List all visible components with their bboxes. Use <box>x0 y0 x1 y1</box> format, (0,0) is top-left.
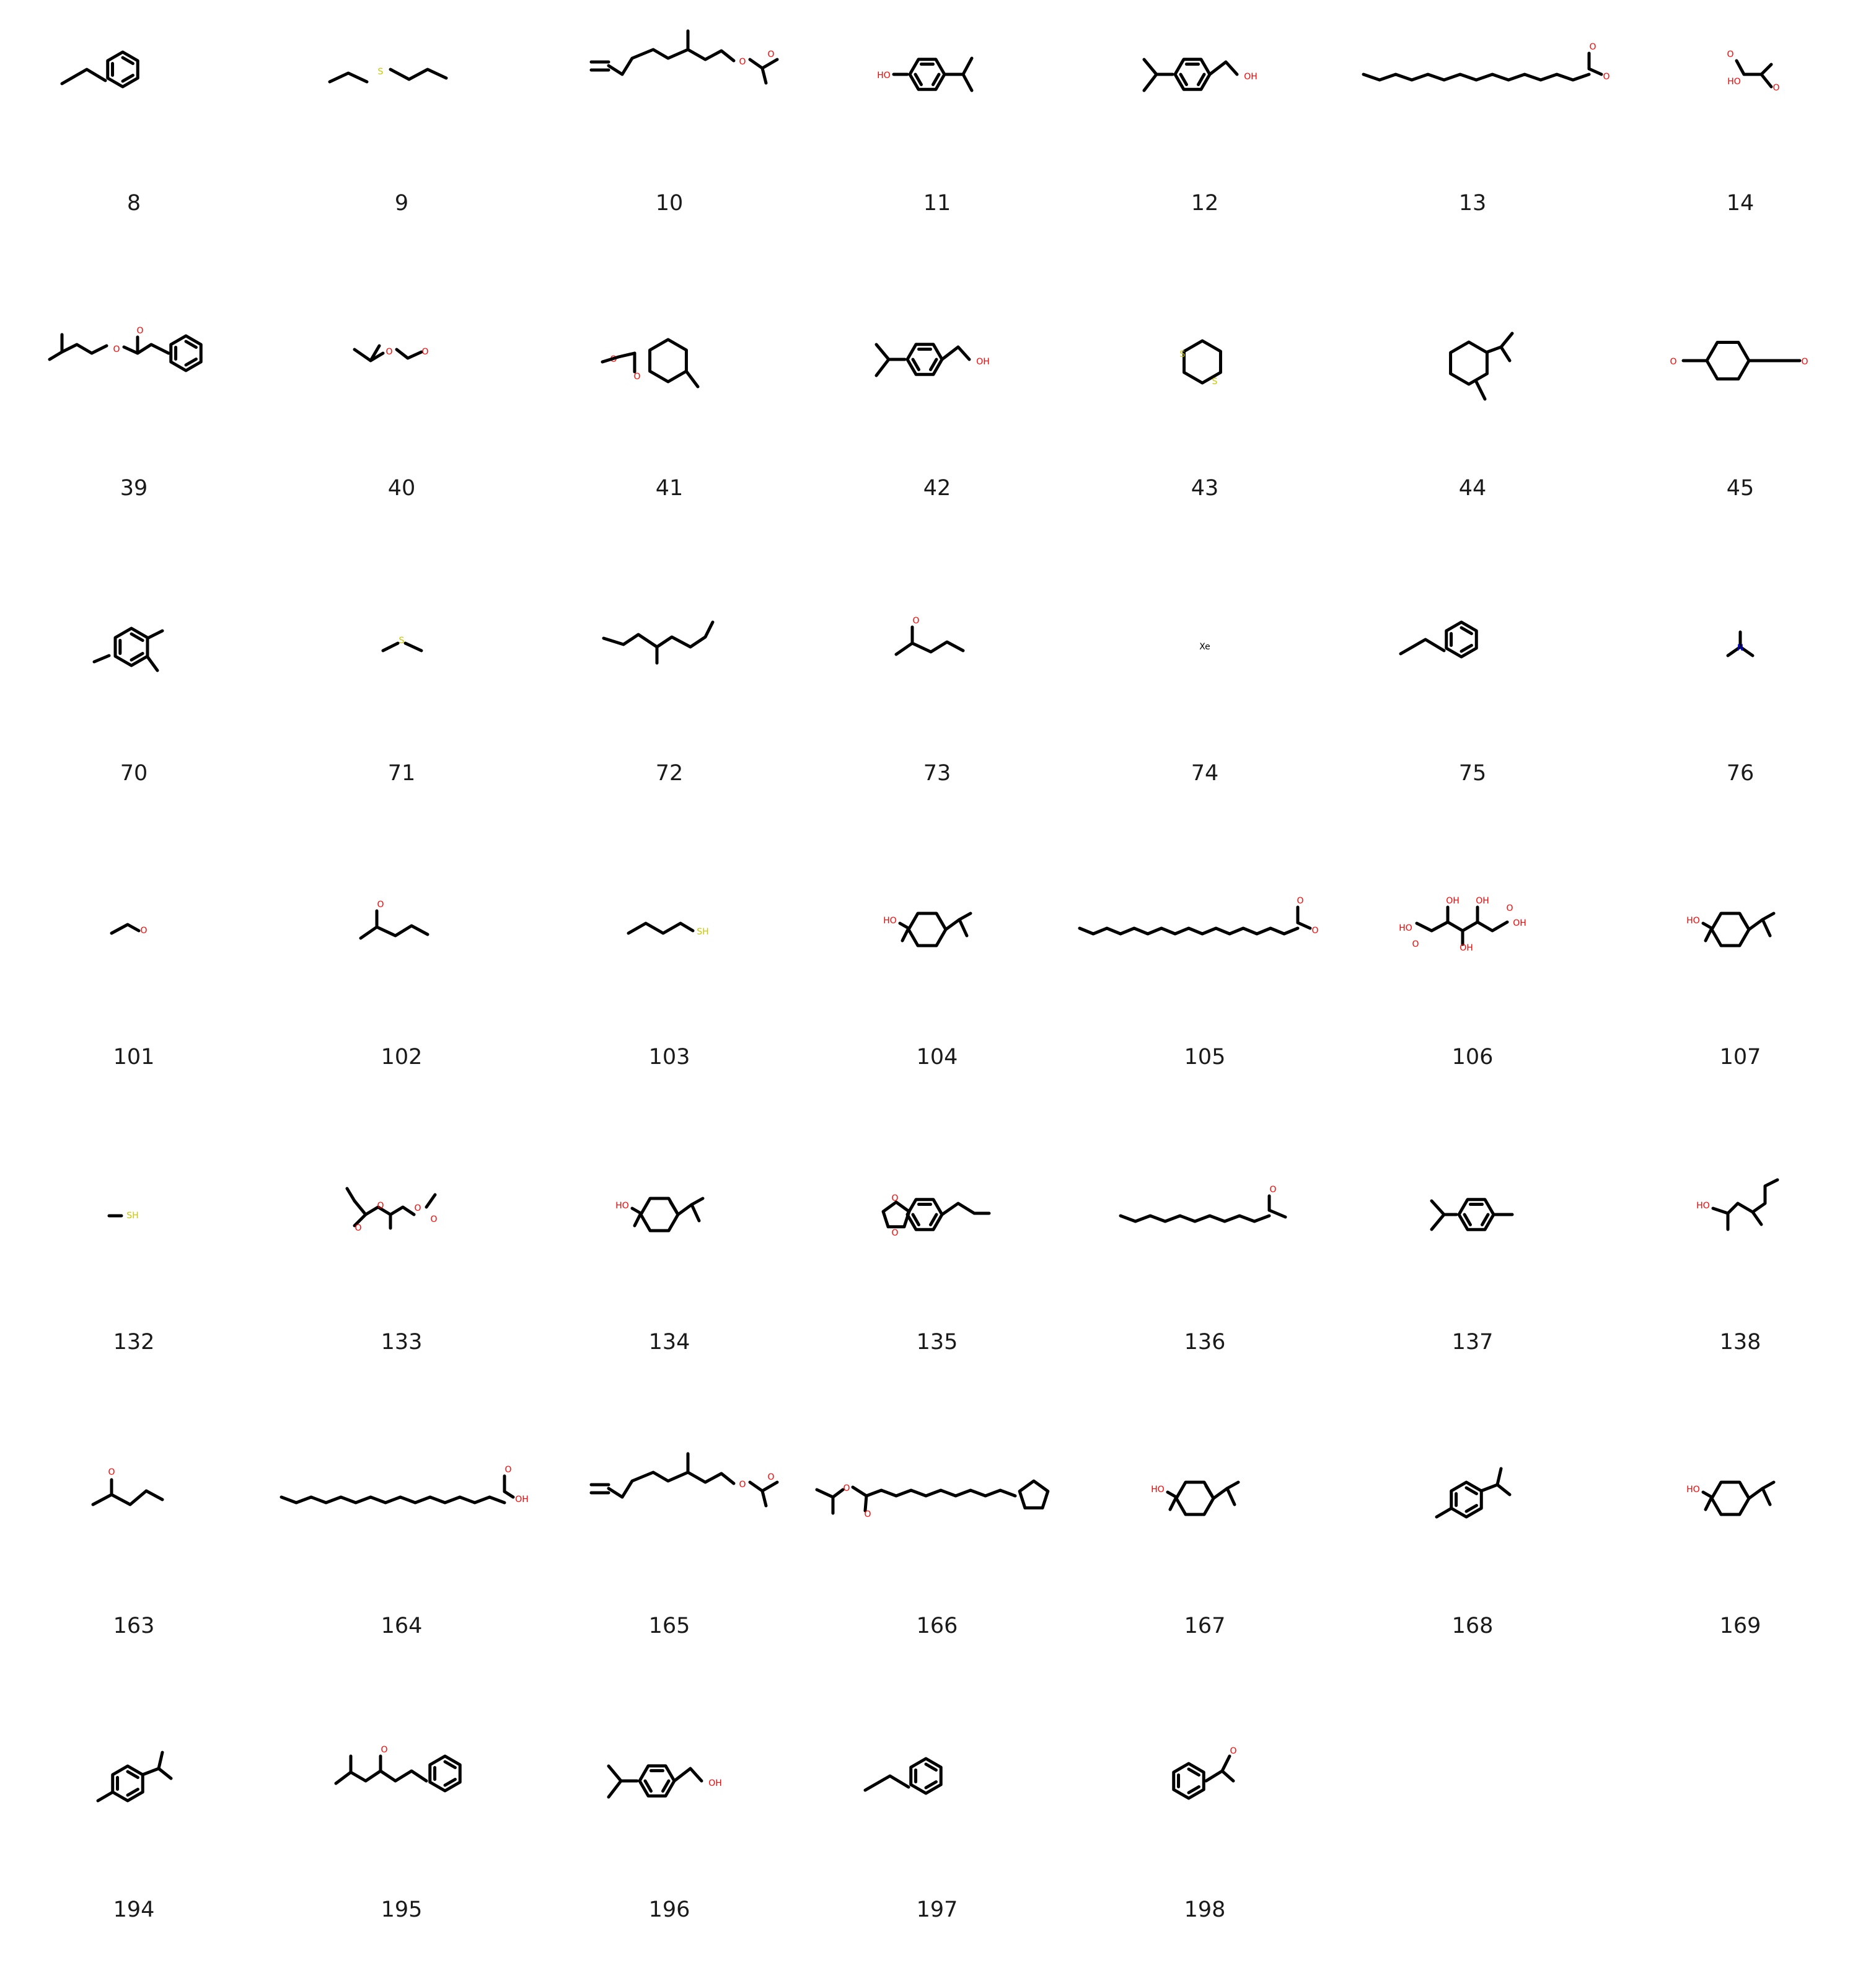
molecule-label: 194 <box>113 1897 155 1922</box>
molecule-label: 70 <box>120 761 148 786</box>
molecule-structure <box>803 1707 1071 1892</box>
molecule-structure <box>1606 570 1874 756</box>
svg-text:O: O <box>381 1745 388 1755</box>
molecule-label: 8 <box>126 191 141 216</box>
molecule-label: 195 <box>381 1897 423 1922</box>
molecule-cell <box>1071 570 1339 837</box>
svg-text:O: O <box>504 1465 512 1475</box>
svg-text:O: O <box>430 1215 438 1224</box>
molecule-structure <box>268 1423 535 1609</box>
molecule-cell <box>1071 0 1339 266</box>
svg-text:OH: OH <box>1446 896 1460 906</box>
molecule-cell <box>1071 1423 1339 1689</box>
svg-text:O: O <box>113 345 120 354</box>
svg-text:HO: HO <box>615 1201 629 1211</box>
molecule-cell <box>268 1139 535 1405</box>
molecule-label: 12 <box>1191 191 1219 216</box>
molecule-structure <box>1071 1139 1339 1325</box>
molecule-structure <box>0 0 268 186</box>
molecule-structure <box>0 854 268 1040</box>
molecule-structure <box>1339 570 1606 756</box>
svg-text:OH: OH <box>1513 918 1526 928</box>
molecule-structure <box>535 1707 803 1892</box>
molecule-structure <box>1339 1139 1606 1325</box>
molecule-cell <box>1071 1707 1339 1973</box>
svg-text:O: O <box>1670 357 1677 367</box>
molecule-cell <box>268 570 535 837</box>
molecule-cell <box>268 285 535 551</box>
molecule-cell <box>268 1707 535 1973</box>
molecule-label: 168 <box>1451 1614 1494 1638</box>
molecule-cell <box>1606 854 1874 1120</box>
molecule-structure <box>1339 1423 1606 1609</box>
svg-text:O: O <box>610 354 617 364</box>
molecule-label: 196 <box>648 1897 690 1922</box>
molecule-structure <box>803 570 1071 756</box>
molecule-structure <box>1071 1707 1339 1892</box>
svg-text:OH: OH <box>1244 72 1257 82</box>
molecule-cell <box>535 1139 803 1405</box>
molecule-structure <box>0 1423 268 1609</box>
svg-text:O: O <box>421 347 429 357</box>
molecule-structure <box>803 1139 1071 1325</box>
molecule-cell <box>1339 1139 1606 1405</box>
molecule-label: 74 <box>1191 761 1219 786</box>
svg-text:O: O <box>843 1483 850 1493</box>
molecule-structure <box>268 854 535 1040</box>
molecule-label: 106 <box>1451 1045 1494 1070</box>
molecule-cell <box>1606 570 1874 837</box>
molecule-cell <box>535 1707 803 1973</box>
molecule-structure <box>803 854 1071 1040</box>
molecule-label: 9 <box>394 191 409 216</box>
molecule-label: 137 <box>1451 1330 1494 1355</box>
svg-text:N: N <box>1737 643 1744 653</box>
molecule-label: 45 <box>1726 476 1755 501</box>
molecule-cell <box>535 1423 803 1689</box>
molecule-label: 44 <box>1458 476 1487 501</box>
svg-text:S: S <box>377 67 384 77</box>
molecule-cell <box>0 285 268 551</box>
molecule-structure <box>1606 854 1874 1040</box>
molecule-label: 166 <box>916 1614 958 1638</box>
svg-text:O: O <box>1603 72 1610 82</box>
svg-text:O: O <box>1412 939 1419 949</box>
svg-text:HO: HO <box>1151 1485 1165 1495</box>
molecule-structure <box>0 570 268 756</box>
molecule-cell <box>803 1423 1071 1689</box>
molecule-label: 198 <box>1184 1897 1226 1922</box>
svg-text:O: O <box>1230 1746 1237 1756</box>
molecule-cell <box>1606 0 1874 266</box>
molecule-structure <box>268 0 535 186</box>
molecule-cell <box>1071 285 1339 551</box>
molecule-label: 136 <box>1184 1330 1226 1355</box>
svg-text:O: O <box>739 1480 746 1490</box>
svg-text:O: O <box>136 326 144 336</box>
molecule-label: 132 <box>113 1330 155 1355</box>
svg-text:OH: OH <box>708 1778 722 1788</box>
svg-text:HO: HO <box>1686 1485 1700 1495</box>
molecule-structure <box>803 1423 1071 1609</box>
svg-text:Xe: Xe <box>1199 642 1210 652</box>
svg-text:OH: OH <box>515 1495 529 1505</box>
svg-text:O: O <box>864 1509 871 1519</box>
molecule-label: 103 <box>648 1045 690 1070</box>
molecule-structure <box>535 285 803 471</box>
molecule-structure <box>1606 285 1874 471</box>
svg-text:HO: HO <box>1399 923 1412 933</box>
molecule-structure <box>268 1139 535 1325</box>
molecule-structure <box>1071 0 1339 186</box>
svg-text:SH: SH <box>697 927 709 937</box>
molecule-label: 135 <box>916 1330 958 1355</box>
molecule-label: 43 <box>1191 476 1219 501</box>
svg-text:O: O <box>767 1472 775 1482</box>
molecule-cell <box>1606 285 1874 551</box>
svg-text:O: O <box>1297 896 1304 906</box>
svg-text:OH: OH <box>1476 896 1489 906</box>
molecule-cell <box>1071 854 1339 1120</box>
molecule-label: 42 <box>923 476 951 501</box>
molecule-cell <box>268 854 535 1120</box>
molecule-structure <box>535 0 803 186</box>
molecule-label: 76 <box>1726 761 1755 786</box>
molecule-label: 133 <box>381 1330 423 1355</box>
svg-text:O: O <box>377 1201 384 1211</box>
molecule-cell <box>0 1423 268 1689</box>
molecule-label: 105 <box>1184 1045 1226 1070</box>
molecule-structure <box>1339 0 1610 186</box>
molecule-label: 14 <box>1726 191 1755 216</box>
molecule-cell <box>803 1707 1071 1973</box>
molecule-cell <box>1339 0 1610 266</box>
molecule-label: 167 <box>1184 1614 1226 1638</box>
molecule-label: 164 <box>381 1614 423 1638</box>
molecule-label: 75 <box>1458 761 1487 786</box>
molecule-cell <box>0 1139 268 1405</box>
svg-text:O: O <box>767 50 775 59</box>
svg-text:O: O <box>633 372 641 382</box>
molecule-structure <box>1339 854 1606 1040</box>
molecule-label: 11 <box>923 191 951 216</box>
svg-text:HO: HO <box>1727 77 1741 87</box>
svg-text:O: O <box>1773 83 1780 93</box>
svg-text:O: O <box>1269 1185 1277 1195</box>
svg-text:HO: HO <box>883 916 897 926</box>
molecule-cell <box>268 0 535 266</box>
svg-text:O: O <box>140 926 148 936</box>
molecule-label: 107 <box>1719 1045 1761 1070</box>
molecule-structure <box>268 285 535 471</box>
molecule-cell <box>1339 854 1606 1120</box>
molecule-structure <box>1606 0 1874 186</box>
molecule-cell <box>0 0 268 266</box>
svg-text:OH: OH <box>1460 943 1473 953</box>
molecule-structure <box>1071 285 1339 471</box>
molecule-structure <box>1339 285 1606 471</box>
svg-text:O: O <box>1801 357 1808 367</box>
molecule-structure <box>1606 1139 1874 1325</box>
molecule-label: 40 <box>387 476 416 501</box>
molecule-structure <box>0 285 268 471</box>
molecule-cell <box>1339 285 1606 551</box>
molecule-label: 163 <box>113 1614 155 1638</box>
molecule-cell <box>803 570 1071 837</box>
molecule-label: 39 <box>120 476 148 501</box>
molecule-cell <box>803 854 1071 1120</box>
svg-text:O: O <box>385 347 393 357</box>
svg-text:O: O <box>1589 42 1596 52</box>
svg-text:O: O <box>1311 926 1319 936</box>
molecule-label: 72 <box>655 761 684 786</box>
molecule-label: 10 <box>655 191 684 216</box>
molecule-structure <box>803 285 1071 471</box>
molecule-label: 71 <box>387 761 416 786</box>
molecule-label: 169 <box>1719 1614 1761 1638</box>
svg-text:O: O <box>355 1223 362 1233</box>
svg-text:HO: HO <box>1696 1201 1710 1211</box>
svg-text:O: O <box>912 616 920 626</box>
molecule-cell <box>1071 1139 1339 1405</box>
molecule-label: 101 <box>113 1045 155 1070</box>
molecule-label: 197 <box>916 1897 958 1922</box>
svg-text:O: O <box>108 1467 115 1477</box>
svg-text:HO: HO <box>1686 916 1700 926</box>
molecule-structure <box>1071 854 1339 1040</box>
molecule-cell <box>0 570 268 837</box>
svg-text:O: O <box>1506 903 1513 913</box>
molecule-cell <box>0 854 268 1120</box>
molecule-label: 134 <box>648 1330 690 1355</box>
molecule-structure <box>535 854 803 1040</box>
svg-text:O: O <box>891 1228 899 1238</box>
svg-text:O: O <box>1727 50 1734 59</box>
molecule-cell <box>1339 570 1606 837</box>
molecule-structure <box>535 1139 803 1325</box>
molecule-cell <box>268 1423 535 1689</box>
svg-text:SH: SH <box>126 1211 139 1221</box>
molecule-cell <box>535 285 803 551</box>
molecule-structure <box>268 570 535 756</box>
molecule-label: 104 <box>916 1045 958 1070</box>
molecule-structure <box>1071 1423 1339 1609</box>
molecule-structure <box>268 1707 535 1892</box>
molecule-label: 165 <box>648 1614 690 1638</box>
molecule-cell <box>1606 1139 1874 1405</box>
svg-text:OH: OH <box>976 357 990 367</box>
molecule-structure <box>0 1707 268 1892</box>
molecule-cell <box>535 854 803 1120</box>
molecule-cell <box>535 0 803 266</box>
molecule-cell <box>803 1139 1071 1405</box>
molecule-label: 41 <box>655 476 684 501</box>
molecule-label: 13 <box>1458 191 1487 216</box>
molecule-label: 102 <box>381 1045 423 1070</box>
molecule-label: 138 <box>1719 1330 1761 1355</box>
svg-text:S: S <box>1212 377 1218 387</box>
molecule-label: 73 <box>923 761 951 786</box>
molecule-cell <box>803 285 1071 551</box>
molecule-structure <box>535 1423 803 1609</box>
svg-text:O: O <box>739 57 746 67</box>
molecule-cell <box>1606 1423 1874 1689</box>
svg-text:S: S <box>1179 349 1186 359</box>
svg-text:O: O <box>414 1203 421 1213</box>
molecule-cell <box>0 1707 268 1973</box>
molecule-cell <box>535 570 803 837</box>
molecule-structure <box>1606 1423 1874 1609</box>
molecule-structure <box>1071 570 1339 756</box>
svg-text:O: O <box>377 900 384 910</box>
svg-text:HO: HO <box>877 71 891 81</box>
molecule-structure <box>803 0 1071 186</box>
molecule-structure <box>0 1139 268 1325</box>
svg-text:S: S <box>399 636 405 646</box>
molecule-cell <box>803 0 1071 266</box>
molecule-structure <box>535 570 803 756</box>
molecule-cell <box>1339 1423 1606 1689</box>
svg-text:O: O <box>891 1193 899 1203</box>
